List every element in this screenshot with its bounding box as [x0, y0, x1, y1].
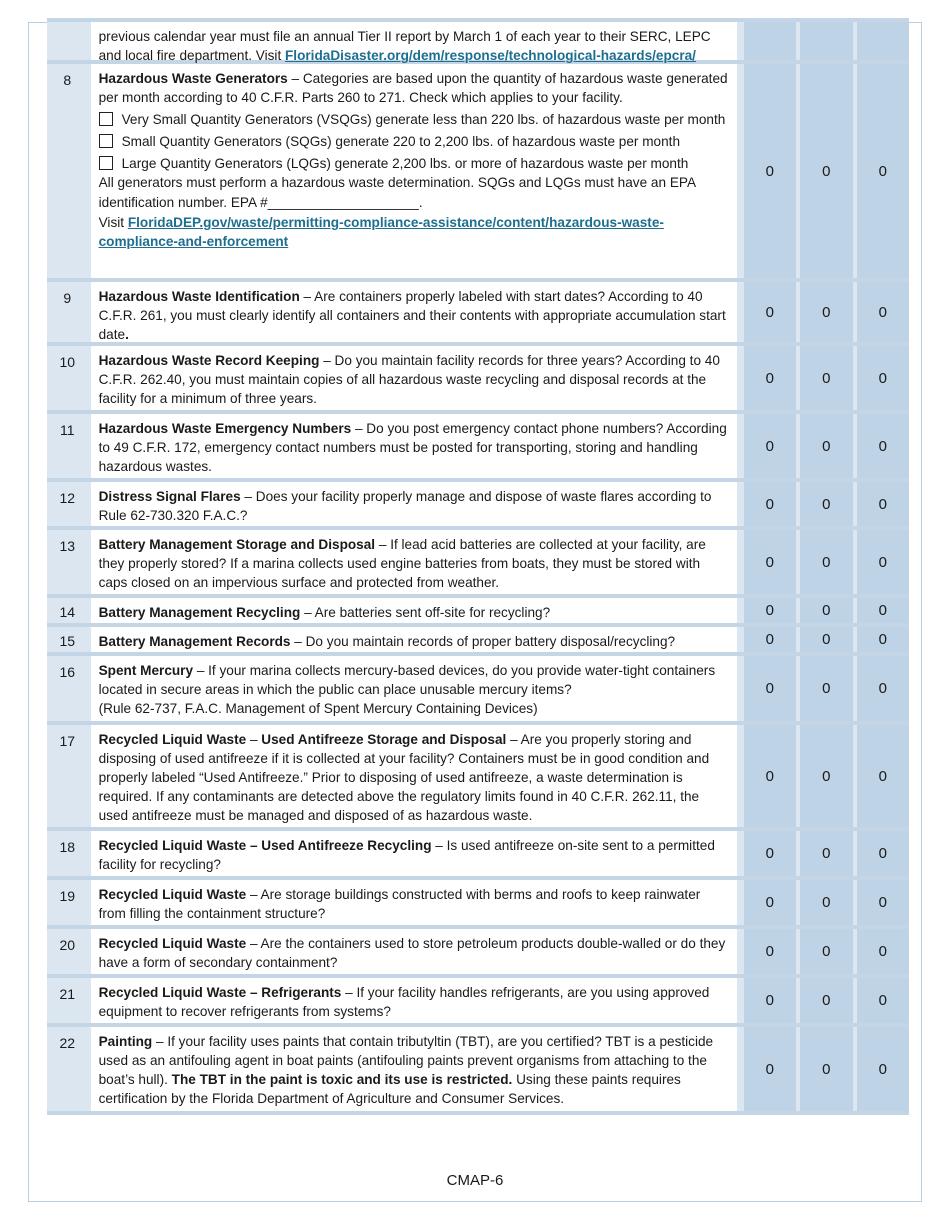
- question-title: Spent Mercury: [98, 663, 194, 678]
- question-title: Battery Management Records: [98, 634, 291, 649]
- question-title: Hazardous Waste Emergency Numbers: [98, 421, 352, 436]
- vsqg-option: [99, 110, 729, 129]
- question-cell: [91, 1027, 737, 1111]
- option-label: Large Quantity Generators (LQGs) generate 2,200 lbs. or more of hazardous waste per month: [121, 156, 689, 171]
- question-text: – Are storage buildings constructed with berms and roofs to keep rainwater from filling the containment structure?: [98, 887, 701, 921]
- question-title: Recycled Liquid Waste – Used Antifreeze Recycling: [98, 838, 432, 853]
- option-label: Small Quantity Generators (SQGs) generate 220 to 2,200 lbs. of hazardous waste per month: [121, 134, 681, 149]
- table-row: [47, 530, 909, 598]
- score-cell: 0: [857, 414, 910, 478]
- checklist-table: [47, 18, 909, 1115]
- question-cell: [91, 482, 737, 526]
- question-title: Recycled Liquid Waste: [98, 732, 247, 747]
- row-number: 22: [47, 1027, 88, 1111]
- question-text: – If lead acid batteries are collected at your facility, are they properly stored? If a marina collects used engine batteries from boats, they must be stored with caps closed on an impervious surface and protected from weather.: [98, 537, 706, 590]
- score-cell: 0: [857, 64, 910, 278]
- table-row: [47, 482, 909, 530]
- question-text: previous calendar year must file an annual Tier II report by March 1 of each year to their SERC, LEPC and local fire department. Visit: [98, 29, 711, 63]
- score-cell: 0: [744, 414, 797, 478]
- question-cell: [91, 530, 737, 594]
- row-number: 19: [47, 880, 88, 925]
- question-text: – Do you post emergency contact phone numbers? According to 49 C.F.R. 172, emergency contact numbers must be posted for transporting, storing and handling hazardous wastes.: [98, 421, 727, 474]
- table-row: [47, 725, 909, 831]
- row-number: 20: [47, 929, 88, 974]
- question-text-cont: Using these paints requires certification by the Florida Department of Agriculture and Consumer Services.: [98, 1072, 681, 1106]
- sqg-option: [99, 132, 729, 151]
- question-cell: [91, 880, 737, 925]
- score-cell: 0: [857, 929, 910, 974]
- question-title: Hazardous Waste Identification: [98, 289, 300, 304]
- question-cell: [91, 978, 737, 1023]
- score-cell: 0: [857, 1027, 910, 1111]
- table-row: [47, 831, 909, 880]
- row-number: 13: [47, 530, 88, 594]
- score-cell: 0: [744, 64, 797, 278]
- score-cell: 0: [857, 598, 910, 623]
- score-cell: 0: [857, 656, 910, 721]
- question-cell: [91, 627, 737, 652]
- question-text: – Are you properly storing and disposing of used antifreeze if it is collected at your facility? Containers must be in good condition and properly labeled “Used Antifreeze.” Prior to disposing of used antifreeze, a waste determination is required. If any contaminants are detected above the regulatory limits found in 40 C.F.R. 262.11, the used antifreeze must be managed and disposed of as hazardous waste.: [98, 732, 710, 823]
- page-footer: CMAP-6: [446, 1172, 504, 1189]
- vsqg-checkbox[interactable]: [99, 112, 113, 126]
- score-cell: [800, 22, 853, 60]
- row-number: [47, 22, 88, 60]
- score-cell: 0: [744, 978, 797, 1023]
- question-tail: .: [125, 327, 129, 342]
- question-title: Recycled Liquid Waste: [98, 887, 247, 902]
- table-row: [47, 656, 909, 725]
- score-cell: 0: [800, 978, 853, 1023]
- question-title: Recycled Liquid Waste – Refrigerants: [98, 985, 342, 1000]
- score-cell: 0: [800, 656, 853, 721]
- question-text: – If your facility handles refrigerants, are you using approved equipment to recover refrigerants from systems?: [98, 985, 710, 1019]
- score-cell: 0: [744, 346, 797, 410]
- score-cell: 0: [857, 725, 910, 827]
- question-cell: [91, 929, 737, 974]
- question-text: – Do you maintain records of proper battery disposal/recycling?: [290, 634, 676, 649]
- epcra-link[interactable]: FloridaDisaster.org/dem/response/technological-hazards/epcra/: [285, 48, 696, 63]
- score-cell: 0: [744, 598, 797, 623]
- table-row: [47, 1027, 909, 1115]
- score-cell: 0: [800, 282, 853, 342]
- question-text: – Are the containers used to store petroleum products double-walled or do they have a form of secondary containment?: [98, 936, 726, 970]
- score-cell: 0: [800, 346, 853, 410]
- row-number: 14: [47, 598, 88, 623]
- table-row: [47, 64, 909, 282]
- table-row: [47, 627, 909, 656]
- question-title: Distress Signal Flares: [98, 489, 241, 504]
- question-cell: [91, 725, 737, 827]
- question-cell: [91, 831, 737, 876]
- question-cell: [91, 22, 737, 63]
- score-cell: 0: [744, 656, 797, 721]
- question-cell: [91, 64, 737, 278]
- question-title: Battery Management Storage and Disposal: [98, 537, 376, 552]
- question-subtitle: Used Antifreeze Storage and Disposal: [261, 732, 507, 747]
- score-cell: 0: [744, 831, 797, 876]
- option-label: Very Small Quantity Generators (VSQGs) generate less than 220 lbs. of hazardous waste per month: [121, 112, 726, 127]
- score-cell: 0: [744, 725, 797, 827]
- title-separator: –: [246, 732, 262, 747]
- score-cell: 0: [857, 282, 910, 342]
- table-row: [47, 346, 909, 414]
- row-number: 9: [47, 282, 88, 342]
- score-cell: 0: [857, 978, 910, 1023]
- row-number: 16: [47, 656, 88, 721]
- question-text: – If your facility uses paints that contain tributyltin (TBT), are you certified? TBT is a pesticide used as an antifouling agent in boat paints (antifouling paints prevent organisms from attaching to the boat’s hull).: [98, 1034, 714, 1087]
- hazardous-waste-link[interactable]: FloridaDEP.gov/waste/permitting-compliance-assistance/content/hazardous-waste-compliance-and-enforcement: [98, 215, 664, 249]
- table-row: [47, 282, 909, 346]
- question-text: – Is used antifreeze on-site sent to a permitted facility for recycling?: [98, 838, 715, 872]
- sqg-checkbox[interactable]: [99, 134, 113, 148]
- question-title: Recycled Liquid Waste: [98, 936, 247, 951]
- question-cell: [91, 414, 737, 478]
- score-cell: 0: [800, 598, 853, 623]
- row-number: 21: [47, 978, 88, 1023]
- score-cell: 0: [744, 530, 797, 594]
- row-number: 11: [47, 414, 88, 478]
- question-warning: The TBT in the paint is toxic and its use is restricted.: [171, 1072, 513, 1087]
- score-cell: 0: [857, 831, 910, 876]
- rule-reference: (Rule 62-737, F.A.C. Management of Spent Mercury Containing Devices): [98, 701, 538, 716]
- row-number: 12: [47, 482, 88, 526]
- score-cell: 0: [857, 530, 910, 594]
- question-title: Hazardous Waste Generators: [98, 71, 288, 86]
- table-row: [47, 880, 909, 929]
- row-number: 10: [47, 346, 88, 410]
- question-text: – Does your facility properly manage and dispose of waste flares according to Rule 62-730.320 F.A.C.?: [98, 489, 712, 523]
- visit-line: [99, 213, 729, 251]
- score-cell: 0: [800, 880, 853, 925]
- table-row: [47, 598, 909, 627]
- question-text: – Are containers properly labeled with start dates? According to 40 C.F.R. 261, you must clearly identify all containers and their contents with appropriate accumulation start date: [98, 289, 726, 342]
- score-cell: 0: [857, 627, 910, 652]
- lqg-checkbox[interactable]: [99, 156, 113, 170]
- visit-label: Visit: [98, 215, 128, 230]
- question-title: Hazardous Waste Record Keeping: [98, 353, 320, 368]
- score-cell: 0: [800, 64, 853, 278]
- row-number: 8: [47, 64, 88, 278]
- score-cell: [857, 22, 910, 60]
- score-cell: 0: [800, 725, 853, 827]
- question-cell: [91, 656, 737, 721]
- question-cell: [91, 346, 737, 410]
- score-cell: 0: [744, 929, 797, 974]
- score-cell: 0: [857, 880, 910, 925]
- score-cell: 0: [800, 530, 853, 594]
- question-title: Painting: [98, 1034, 153, 1049]
- question-text: – Do you maintain facility records for three years? According to 40 C.F.R. 262.40, you must maintain copies of all hazardous waste recycling and disposal records at the facility for a minimum of three years.: [98, 353, 720, 406]
- table-row: [47, 929, 909, 978]
- score-cell: 0: [744, 282, 797, 342]
- table-row: [47, 978, 909, 1027]
- score-cell: 0: [800, 929, 853, 974]
- score-cell: 0: [800, 627, 853, 652]
- question-text: – Categories are based upon the quantity of hazardous waste generated per month according to 40 C.F.R. Parts 260 to 271. Check which applies to your facility.: [98, 71, 728, 105]
- lqg-option: [99, 154, 729, 173]
- score-cell: 0: [800, 482, 853, 526]
- table-row: [47, 414, 909, 482]
- score-cell: 0: [744, 880, 797, 925]
- question-text: – If your marina collects mercury-based devices, do you provide water-tight containers located in secure areas in which the public can place unusable mercury items?: [98, 663, 716, 697]
- question-title: Battery Management Recycling: [98, 605, 301, 620]
- epa-note: All generators must perform a hazardous waste determination. SQGs and LQGs must have an EPA identification number. EPA #____________________.: [98, 175, 696, 210]
- score-cell: 0: [800, 831, 853, 876]
- score-cell: 0: [744, 482, 797, 526]
- score-cell: 0: [744, 1027, 797, 1111]
- row-number: 17: [47, 725, 88, 827]
- score-cell: 0: [857, 346, 910, 410]
- score-cell: 0: [800, 1027, 853, 1111]
- question-text: – Are batteries sent off-site for recycling?: [300, 605, 551, 620]
- score-cell: 0: [800, 414, 853, 478]
- question-cell: [91, 598, 737, 623]
- score-cell: 0: [744, 627, 797, 652]
- question-cell: [91, 282, 737, 342]
- score-cell: 0: [857, 482, 910, 526]
- row-number: 15: [47, 627, 88, 652]
- table-row: [47, 18, 909, 64]
- score-cell: [744, 22, 797, 60]
- row-number: 18: [47, 831, 88, 876]
